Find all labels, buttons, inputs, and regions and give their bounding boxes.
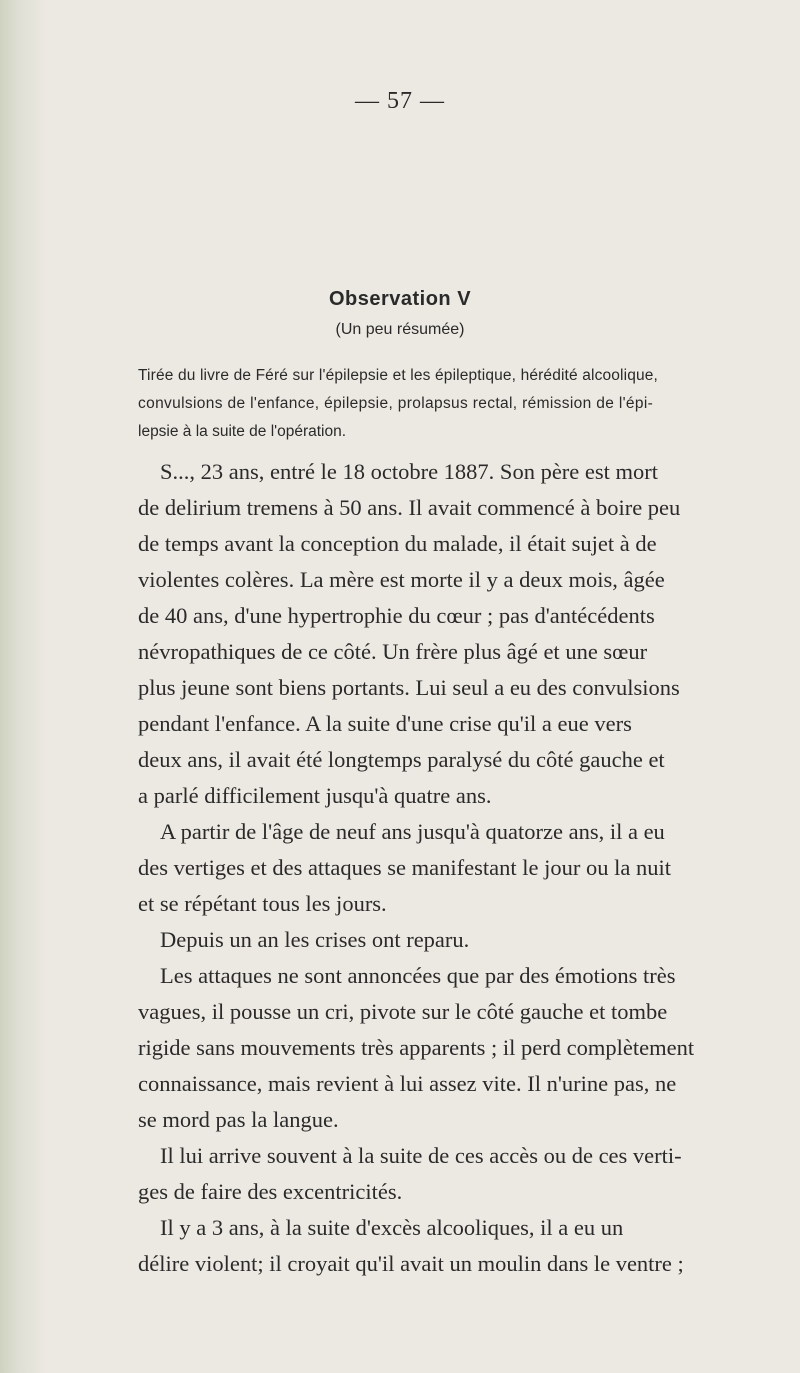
case-body-text: [138, 454, 698, 1282]
body-line: pendant l'enfance. A la suite d'une crise qu'il a eue vers: [138, 711, 632, 736]
body-line: deux ans, il avait été longtemps paralysé du côté gauche et: [138, 747, 665, 772]
page-number: — 57 —: [355, 88, 445, 114]
body-line: de temps avant la conception du malade, il était sujet à de: [138, 531, 657, 556]
source-note-line: lepsie à la suite de l'opération.: [138, 423, 347, 440]
body-line: rigide sans mouvements très apparents ; il perd complètement: [138, 1035, 695, 1060]
body-line: névropathiques de ce côté. Un frère plus âgé et une sœur: [138, 639, 648, 664]
body-line: ges de faire des excentricités.: [138, 1179, 403, 1204]
page-binding-edge: [0, 0, 48, 1373]
body-line: de 40 ans, d'une hypertrophie du cœur ; pas d'antécédents: [138, 603, 655, 628]
body-line: de delirium tremens à 50 ans. Il avait commencé à boire peu: [138, 495, 681, 520]
body-line: Les attaques ne sont annoncées que par des émotions très: [160, 963, 676, 988]
body-line: violentes colères. La mère est morte il y a deux mois, âgée: [138, 567, 665, 592]
observation-title: Observation V: [328, 288, 472, 310]
body-line: délire violent; il croyait qu'il avait un moulin dans le ventre ;: [138, 1251, 684, 1276]
body-line: S..., 23 ans, entré le 18 octobre 1887. Son père est mort: [160, 459, 659, 484]
body-line: se mord pas la langue.: [138, 1107, 339, 1132]
body-line: connaissance, mais revient à lui assez vite. Il n'urine pas, ne: [138, 1071, 677, 1096]
source-note-line: Tirée du livre de Féré sur l'épilepsie et les épileptique, hérédité alcoolique,: [138, 367, 658, 384]
body-line: Il lui arrive souvent à la suite de ces accès ou de ces verti-: [160, 1143, 682, 1168]
body-line: vagues, il pousse un cri, pivote sur le côté gauche et tombe: [138, 999, 668, 1024]
body-line: A partir de l'âge de neuf ans jusqu'à quatorze ans, il a eu: [160, 819, 665, 844]
body-line: Depuis un an les crises ont reparu.: [160, 927, 470, 952]
source-note: [138, 362, 678, 446]
source-note-line: convulsions de l'enfance, épilepsie, prolapsus rectal, rémission de l'épi-: [138, 395, 654, 412]
body-line: et se répétant tous les jours.: [138, 891, 387, 916]
body-line: a parlé difficilement jusqu'à quatre ans.: [138, 783, 492, 808]
body-line: Il y a 3 ans, à la suite d'excès alcooliques, il a eu un: [160, 1215, 624, 1240]
observation-subtitle: (Un peu résumée): [335, 321, 465, 338]
body-line: des vertiges et des attaques se manifestant le jour ou la nuit: [138, 855, 671, 880]
body-line: plus jeune sont biens portants. Lui seul a eu des convulsions: [138, 675, 680, 700]
